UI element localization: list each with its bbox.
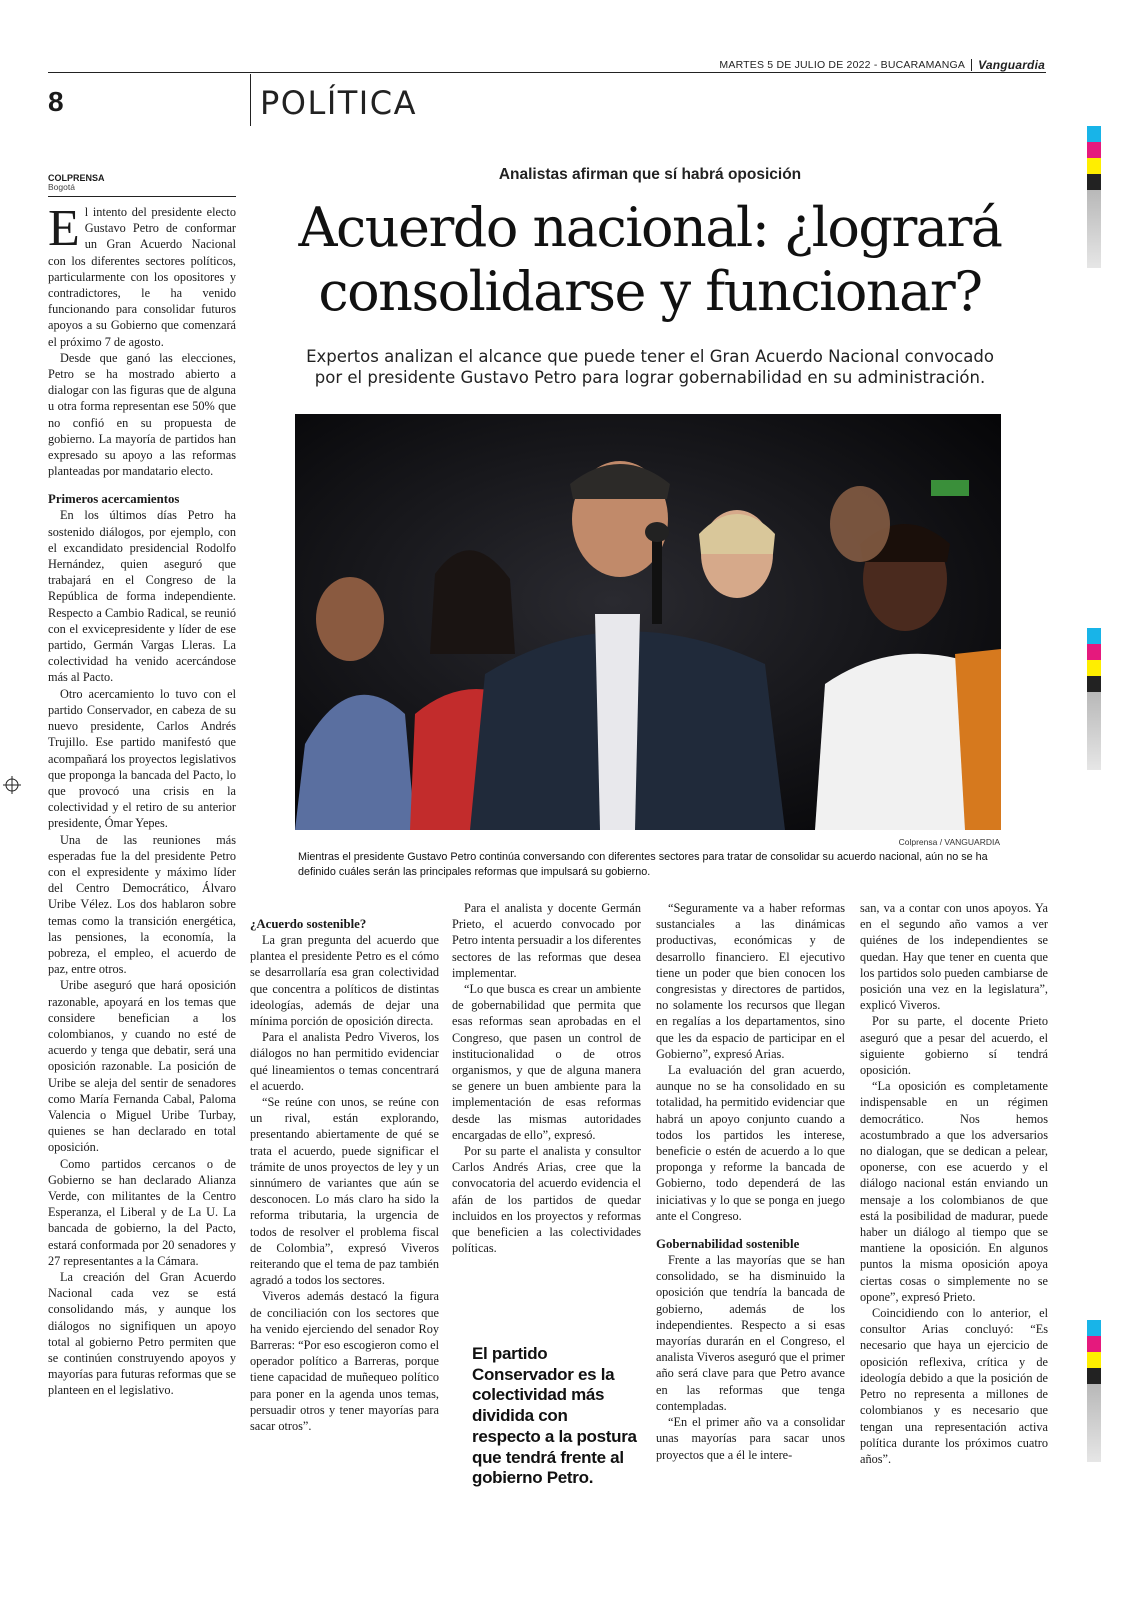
article-column-1 [48,200,236,1399]
brand-logo: Vanguardia [978,58,1045,72]
paragraph: La gran pregunta del acuerdo que plantea el presidente Petro es el cómo se desarrollaría esa gran colectividad que concentra a políticos de distintas ideologías, además de dejar una mínima porción de oposición directa. [250,933,439,1029]
paragraph: “La oposición es completamente indispensable en un régimen democrático. Nos hemos acostumbrado a que los adversarios no dialogan, que se dedican a pelear, oponerse, con ese acuerdo y el diálogo nacional están enviando un mensaje a los colombianos de que está la posibilidad de madurar, puede haber un diálogo al tiempo que se mantiene la oposición. En algunos puntos la misma oposición apoya ciertas cosas o simplemente no se opone”, expresó Prieto. [860,1079,1048,1304]
article-photo [295,414,1001,830]
section-name: POLÍTICA [260,84,417,122]
pull-quote: El partido Conservador es la colectividad más dividida con respecto a la postura que tendrá frente al gobierno Petro. [472,1344,637,1488]
paragraph: “En el primer año va a consolidar unas mayorías para sacar unos proyectos que a él le intere- [656,1415,845,1462]
paragraph: Frente a las mayorías que se han consolidado, se ha disminuido la oposición que tendría la bancada de gobierno, además de los independientes. Respecto a si esas mayorías durarán en el Congreso, el analista Viveros aseguró que el primer año será clave para que Petro avance en las reformas que tenga contempladas. [656,1253,845,1413]
paragraph: Coincidiendo con lo anterior, el consultor Arias concluyó: “Es necesario que haya un ejercicio de oposición reflexiva, crítica y de ideología debido a que la posición de Petro no representa a millones de colombianos y es necesario que tengan una representación activa política durante los próximos cuatro años”. [860,1306,1048,1466]
paragraph: Desde que ganó las elecciones, Petro se ha mostrado abierto a dialogar con las figuras que de alguna u otra forma representan ese 50% que no confió en su propuesta de gobierno. La mayoría de partidos han expresado su apoyo a las reformas planteadas por mandatario electo. [48,350,236,479]
section-divider [250,74,251,126]
paragraph: Otro acercamiento lo tuvo con el partido Conservador, en cabeza de su nuevo presidente, Carlos Andrés Trujillo. Ese partido manifestó que acompañará los proyectos legislativos que proponga la bancada del Pacto, lo que provocó una crisis en la colectividad y el retiro de su anterior presidente, Ómar Yepes. [48,686,236,831]
lead-text: l intento del presidente electo Gustavo Petro de conformar un Gran Acuerdo Nacional con los diferentes sectores políticos, particularmente con los opositores y contradictores, le ha venido funcionando para consolidar futuros apoyos a su Gobierno que comenzará el próximo 7 de agosto. [48,205,236,349]
dateline-text: MARTES 5 DE JULIO DE 2022 - BUCARAMANGA [719,59,966,71]
byline-agency: COLPRENSA [48,173,105,183]
paragraph: Por su parte, el docente Prieto aseguró que a pesar del acuerdo, el siguiente gobierno sí tendrá oposición. [860,1014,1048,1078]
article-column-4 [656,900,845,1463]
color-bar-middle [1087,628,1101,770]
paragraph: Como partidos cercanos o de Gobierno se han declarado Alianza Verde, con militantes de la Centro Esperanza, el Liberal y de La U. La bancada de gobierno, la del Pacto, estará conformada por 20 senadores y 27 representantes a la Cámara. [48,1156,236,1268]
paragraph: Para el analista y docente Germán Prieto, el acuerdo convocado por Petro intenta persuadir a los diferentes sectores de las reformas que desea implementar. [452,901,641,980]
dateline-separator [971,59,972,71]
paragraph: La evaluación del gran acuerdo, aunque no se ha consolidado en su totalidad, ha permitido evidenciar que habrá un apoyo conjunto cuando a todos los partidos les interese, beneficie o estén de acuerdo a lo que proponga y reforme la bancada de Gobierno, todo dependerá de las iniciativas y lo que se ponga en juego ante el Congreso. [656,1063,845,1223]
paragraph: Para el analista Pedro Viveros, los diálogos no han permitido evidenciar qué lineamientos o temas concentrará el acuerdo. [250,1030,439,1093]
deck: Expertos analizan el alcance que puede tener el Gran Acuerdo Nacional convocado por el presidente Gustavo Petro para lograr gobernabilidad en su administración. [306,347,994,387]
subheading: Gobernabilidad sostenible [656,1237,800,1252]
page-number: 8 [48,86,64,117]
paragraph: “Seguramente va a haber reformas sustanciales a las dinámicas productivas, económicas y de desarrollo financiero. El ejecutivo tiene un poder que bien conocen los congresistas y directores de partidos, no solamente los recursos que llegan en regalías a los departamentos, sino que les da espacio de participar en el Gobierno”, expresó Arias. [656,901,845,1061]
paragraph: san, va a contar con unos apoyos. Ya en el segundo año vamos a ver quiénes de los independientes se quedan. Hay que tener en cuenta que los partidos solo pueden cambiarse de posición una vez en la legislatura”, explicó Viveros. [860,901,1048,1013]
subheading: Primeros acercamientos [48,492,180,507]
paragraph: “Lo que busca es crear un ambiente de gobernabilidad que permita que esas reformas sean aprobadas en el Congreso, que pasen un control de institucionalidad o de otros organismos, y que de alguna manera se genere un buen ambiente para la implementación de esas reformas desde las mismas autoridades encargadas de ello”, expresó. [452,982,641,1142]
byline [48,174,236,197]
lead-paragraph [48,200,236,350]
article-column-2 [250,916,439,1434]
drop-cap: E [48,200,80,257]
registration-mark-icon [3,776,21,794]
byline-city: Bogotá [48,182,75,193]
color-bar-bottom [1087,1320,1101,1462]
paragraph: Por su parte el analista y consultor Carlos Andrés Arias, cree que la convocatoria del acuerdo evidencia el afán de los partidos de quedar incluidos en los proyectos y reformas que beneficien a las colectividades políticas. [452,1144,641,1256]
paragraph: Una de las reuniones más esperadas fue la del presidente Petro con el expresidente y máximo líder del Centro Democrático, Álvaro Uribe Vélez. Los dos hablaron sobre temas como la transición energética, las pensiones, la economía, la pobreza, el empleo, el acuerdo de paz, entre otros. [48,832,236,977]
article-column-3 [452,900,641,1256]
paragraph: “Se reúne con unos, se reúne con un rival, están explorando, presentando abiertamente de qué se trata el acuerdo, puede significar el trámite de unos proyectos de ley y un sinnúmero de variantes que aún se desconocen. Lo más claro ha sido la reforma tributaria, la urgencia de todos de resolver el problema fiscal de Colombia”, expresó Viveros reiterando que el tema de paz también agradó a todos los sectores. [250,1095,439,1288]
headline: Acuerdo nacional: ¿logrará consolidarse y funcionar? [298,196,1002,323]
subheading: ¿Acuerdo sostenible? [250,917,367,931]
article-column-5 [860,900,1048,1467]
photo-caption: Mientras el presidente Gustavo Petro continúa conversando con diferentes sectores para tratar de consolidar su acuerdo nacional, aún no se ha definido cuáles serán las principales reformas que impulsará su gobierno. [298,851,988,878]
paragraph: En los últimos días Petro ha sostenido diálogos, por ejemplo, con el excandidato presidencial Rodolfo Hernández, quien aseguró que trabajará en el Congreso de la República de forma independiente. Respecto a Cambio Radical, se reunió con el exvicepresidente y líder de ese partido, Germán Vargas Lleras. La colectividad ha venido acercándose más al Pacto. [48,508,236,685]
paragraph: Viveros además destacó la figura de conciliación con los sectores que ha venido ejerciendo del senador Roy Barreras: “Por eso escogieron como el operador político a Barreras, porque tiene capacidad de muñequeo político para poner en la agenda unos temas, persuadir otros y tener mayorías para sacar otros”. [250,1289,439,1434]
paragraph: Uribe aseguró que hará oposición razonable, apoyará en los temas que considere benefician a los colombianos, y cuando no esté de acuerdo y tenga que debatir, será una oposición razonable. La posición de Uribe se aleja del sentir de senadores como María Fernanda Cabal, Paloma Valencia o Miguel Uribe Turbay, quienes se han declarado en total oposición. [48,978,236,1155]
kicker: Analistas afirman que sí habrá oposición [498,166,802,183]
photo-credit: Colprensa / VANGUARDIA [898,837,1000,847]
crowd-photo-illustration [295,414,1001,830]
dateline [719,58,1045,72]
header-rule [48,72,1046,73]
color-bar-top [1087,126,1101,268]
paragraph: La creación del Gran Acuerdo Nacional cada vez se está consolidando más, y aunque los diálogos no signifiquen un apoyo total al gobierno Petro permiten que se continúen construyendo apoyos y mayorías para futuras reformas que se planteen en el legislativo. [48,1270,236,1398]
